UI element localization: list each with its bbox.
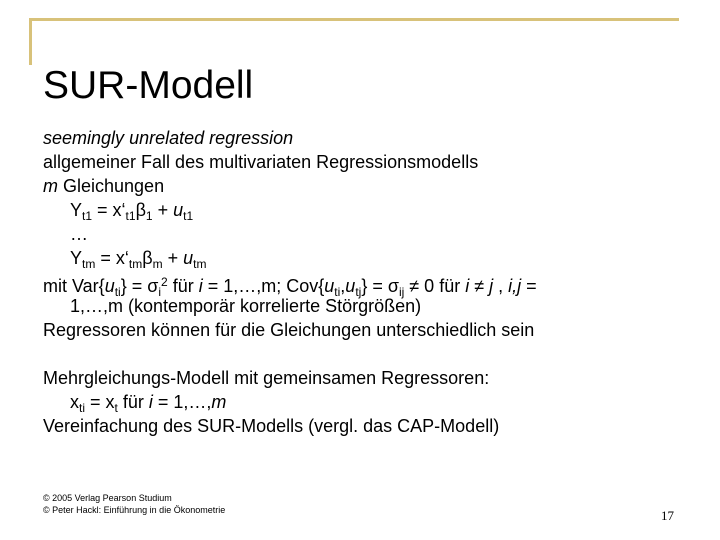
l6-u1-sub: ti: [114, 285, 121, 299]
l6-a: mit Var{: [43, 276, 105, 296]
equation-ellipsis: …: [70, 224, 88, 244]
eq2-plus: +: [162, 248, 184, 268]
eq1-x-sub: t1: [125, 209, 136, 223]
frame-horizontal-line: [29, 18, 679, 21]
l6-ij2: i,j: [508, 276, 522, 296]
equation-m: [43, 246, 683, 270]
equation-1: [43, 198, 683, 222]
l6-b: } =: [120, 276, 148, 296]
l6-e: ,: [340, 276, 346, 296]
eq3-x: x: [70, 392, 79, 412]
l6-g: ≠ 0 für: [404, 276, 466, 296]
l6-d: = 1,…,m; Cov{: [202, 276, 325, 296]
eq1-y-sub: t1: [82, 209, 93, 223]
l6-sigma-sub: i: [158, 285, 162, 299]
l6-u2: u: [324, 276, 335, 296]
l6-sigma2: σ: [387, 276, 399, 296]
l6-u3: u: [345, 276, 356, 296]
slide-title: SUR-Modell: [43, 64, 254, 107]
slide-body: [43, 126, 683, 438]
equation-common-regressors: [43, 390, 683, 414]
eq2-beta: β: [142, 248, 153, 268]
l6-sigma: σ: [147, 276, 159, 296]
l6-k: =: [521, 276, 537, 296]
text-gleichungen: Gleichungen: [58, 176, 165, 196]
eq3-i: i: [148, 392, 153, 412]
footer-copyright: [43, 492, 225, 516]
l6-u3-sub: tj: [355, 285, 362, 299]
bullet-m-equations: [43, 174, 683, 198]
eq1-y: Y: [70, 200, 83, 220]
text-seemingly: seemingly: [43, 128, 125, 148]
bullet-contemporaneous: 1,…,m (kontemporär korrelierte Störgrößen): [70, 296, 422, 316]
l6-c: für: [167, 276, 199, 296]
eq1-u-sub: t1: [183, 209, 194, 223]
bullet-general-case: allgemeiner Fall des multivariaten Regressionsmodells: [43, 152, 479, 172]
bullet-multi-equation: Mehrgleichungs-Modell mit gemeinsamen Regressoren:: [43, 368, 490, 388]
eq3-fur: für: [117, 392, 149, 412]
l6-h: ,: [493, 276, 509, 296]
eq2-u: u: [183, 248, 194, 268]
eq3-rest: = 1,…,: [152, 392, 212, 412]
eq3-x-sub: ti: [79, 401, 85, 415]
eq1-equals-x: = x‘: [92, 200, 126, 220]
bullet-regressors: Regressoren können für die Gleichungen unterschiedlich sein: [43, 320, 535, 340]
page-number: 17: [661, 508, 674, 523]
frame-vertical-line: [29, 18, 32, 65]
l6-u2-sub: ti: [334, 285, 341, 299]
eq1-u: u: [173, 200, 184, 220]
eq3-x-sub2: t: [114, 401, 118, 415]
footer-line-author: © Peter Hackl: Einführung in die Ökonometrie: [43, 505, 226, 515]
eq1-beta: β: [135, 200, 146, 220]
bullet-variance-covariance: [43, 270, 683, 299]
paragraph-gap: [43, 342, 683, 366]
eq1-beta-sub: 1: [145, 209, 153, 223]
eq2-beta-sub: m: [152, 257, 163, 271]
bullet-seemingly-unrelated: [43, 126, 683, 150]
eq1-plus: +: [152, 200, 174, 220]
l6-sigma2-sub: ij: [398, 285, 405, 299]
eq3-equals-x: = x: [85, 392, 115, 412]
l6-ij: i ≠ j: [465, 276, 494, 296]
l6-u1: u: [104, 276, 115, 296]
eq2-y: Y: [70, 248, 83, 268]
footer-line-publisher: © 2005 Verlag Pearson Studium: [43, 493, 172, 503]
var-m: m: [43, 176, 58, 196]
eq2-equals-x: = x‘: [95, 248, 129, 268]
bullet-simplification: Vereinfachung des SUR-Modells (vergl. das CAP-Modell): [43, 416, 500, 436]
l6-sigma-sup: 2: [161, 275, 168, 289]
eq2-x-sub: tm: [128, 257, 143, 271]
l6-f: } =: [361, 276, 388, 296]
text-regression: regression: [209, 128, 294, 148]
eq3-m: m: [211, 392, 227, 412]
eq2-y-sub: tm: [82, 257, 96, 271]
eq2-u-sub: tm: [193, 257, 207, 271]
text-unrelated: unrelated: [129, 128, 205, 148]
l6-i: i: [198, 276, 203, 296]
